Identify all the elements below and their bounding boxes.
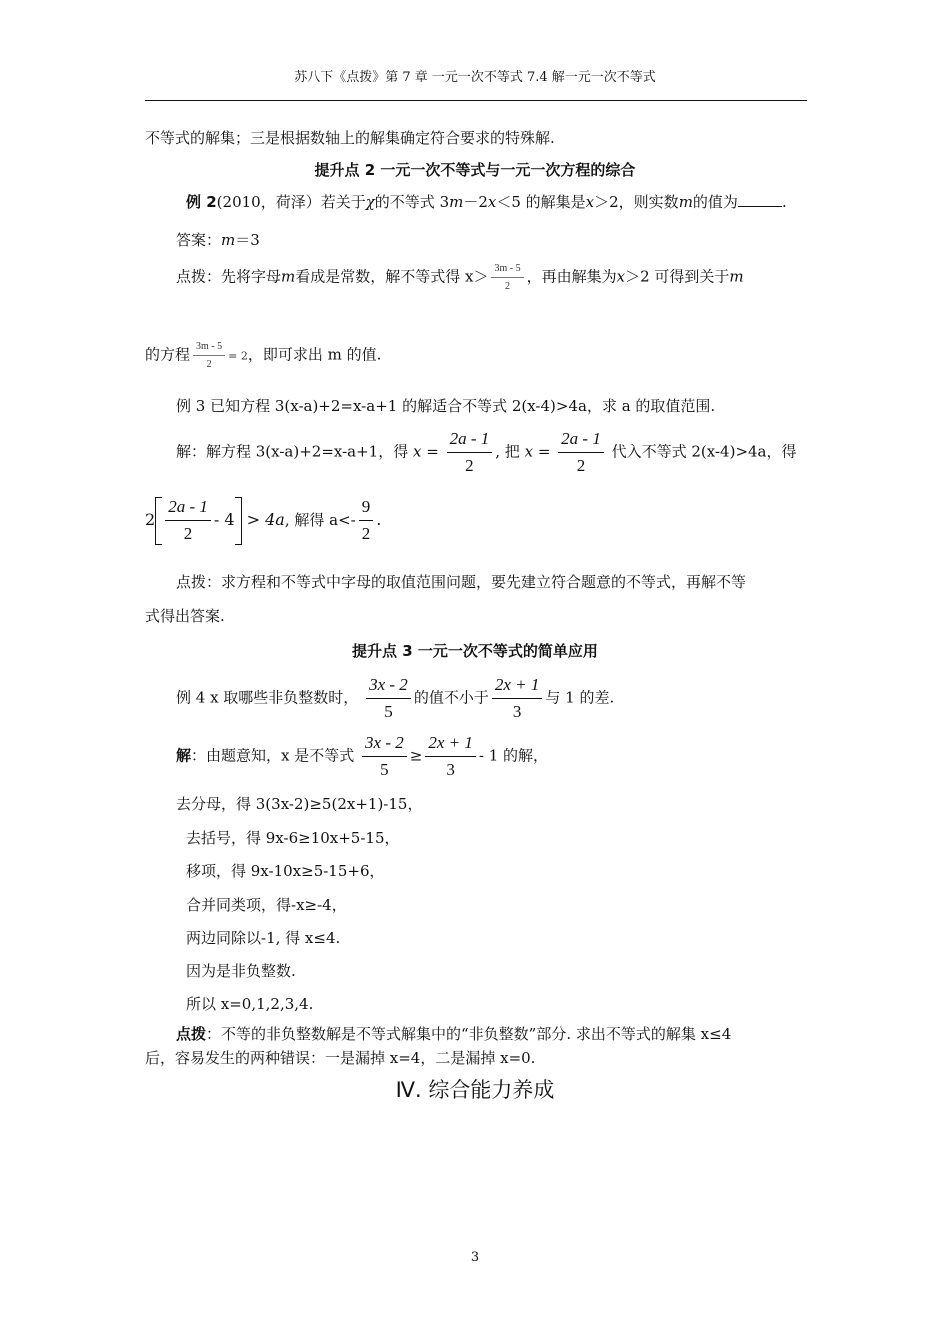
solution-var: x = bbox=[524, 442, 551, 461]
solution-step: 两边同除以-1, 得 x≤4. bbox=[186, 929, 341, 947]
example3-question: 例 3 已知方程 3(x-a)+2=x-a+1 的解适合不等式 2(x-4)>4a，求 a 的取值范围. bbox=[176, 397, 716, 415]
question-fraction bbox=[366, 674, 411, 723]
example4-hint-line2: 后，容易发生的两种错误：一是漏掉 x=4，二是漏掉 x=0. bbox=[145, 1049, 536, 1067]
hint-text: ，即可求出 m 的值. bbox=[247, 345, 382, 364]
fraction-numerator: 2a - 1 bbox=[165, 496, 211, 521]
example4-solution-line bbox=[176, 732, 548, 781]
question-text: 的值不小于 bbox=[413, 688, 489, 707]
fraction-numerator: 3x - 2 bbox=[362, 732, 407, 757]
solution-step: 所以 x=0,1,2,3,4. bbox=[186, 995, 314, 1013]
example2-text: ＜5 的解集是 bbox=[496, 193, 586, 211]
solution-text: ：由题意知，x 是不等式 bbox=[191, 746, 355, 765]
solution-fraction bbox=[362, 732, 407, 781]
example2-hint-line2 bbox=[145, 340, 381, 371]
solution-fraction bbox=[447, 428, 493, 477]
hint-text: ，再由解集为 bbox=[526, 267, 617, 286]
hint-text: 点拨：先将字母 bbox=[176, 267, 282, 286]
left-bracket bbox=[155, 497, 162, 545]
example3-hint-line2: 式得出答案. bbox=[145, 607, 225, 625]
example2-text: ＞2，则实数 bbox=[594, 193, 679, 211]
result-end: . bbox=[376, 510, 382, 529]
fraction-denominator: 2 bbox=[361, 524, 371, 543]
fraction-numerator: 3m - 5 bbox=[491, 262, 523, 278]
example2-var: x bbox=[585, 193, 595, 211]
point3-title: 提升点 3 一元一次不等式的简单应用 bbox=[352, 642, 598, 660]
example3-solution-line1 bbox=[176, 428, 797, 477]
example2-var: x bbox=[487, 193, 497, 211]
fraction-numerator: 2x + 1 bbox=[492, 674, 543, 699]
answer-blank bbox=[738, 192, 782, 207]
fraction-denominator: 3 bbox=[446, 760, 455, 779]
fraction-numerator: 2x + 1 bbox=[425, 732, 476, 757]
intro-line: 不等式的解集；三是根据数轴上的解集确定符合要求的特殊解. bbox=[145, 129, 555, 147]
fraction-numerator: 2a - 1 bbox=[447, 428, 493, 453]
solution-text: 解：解方程 3(x-a)+2=x-a+1，得 bbox=[176, 442, 409, 461]
inequality-tail: , 解得 a<- bbox=[284, 511, 356, 529]
solution-step: 合并同类项，得-x≥-4， bbox=[186, 896, 347, 914]
fraction-denominator: 2 bbox=[576, 456, 586, 475]
example2-text: (2010，荷泽）若关于 bbox=[216, 193, 366, 211]
hint-text: 的方程 bbox=[145, 345, 191, 364]
example2-end: . bbox=[781, 193, 787, 211]
question-text: 例 4 x 取哪些非负整数时， bbox=[176, 688, 359, 707]
fraction-denominator: 5 bbox=[384, 702, 393, 721]
page-number: 3 bbox=[470, 1250, 480, 1265]
inequality-rhs: > 4a bbox=[246, 510, 285, 529]
hint-equation-fraction bbox=[193, 340, 225, 371]
inequality-minus: - 4 bbox=[213, 510, 235, 529]
fraction-numerator: 3m - 5 bbox=[193, 340, 225, 356]
hint-var: m bbox=[729, 267, 744, 286]
solution-step: 去括号，得 9x-6≥10x+5-15， bbox=[186, 829, 400, 847]
solution-step: 去分母，得 3(3x-2)≥5(2x+1)-15， bbox=[176, 795, 423, 813]
question-text: 与 1 的差. bbox=[545, 688, 615, 707]
example4-question bbox=[176, 674, 614, 723]
solution-text: , 把 bbox=[495, 442, 520, 461]
fraction-denominator: 2 bbox=[465, 456, 474, 475]
geq-symbol: ≥ bbox=[409, 746, 423, 765]
inequality-fraction bbox=[165, 496, 211, 545]
example2-answer bbox=[176, 230, 260, 250]
example2-text: 的值为 bbox=[692, 193, 738, 211]
hint-text: 看成是常数，解不等式得 x＞ bbox=[295, 267, 489, 286]
point2-title: 提升点 2 一元一次不等式与一元一次方程的综合 bbox=[314, 161, 636, 179]
hint-var: x bbox=[616, 267, 626, 286]
hint-text: ＞2 可得到关于 bbox=[625, 267, 730, 286]
example2-var: χ bbox=[365, 193, 375, 211]
result-fraction bbox=[359, 496, 374, 545]
solution-step: 因为是非负整数. bbox=[186, 962, 296, 980]
example2-question bbox=[186, 192, 787, 212]
hint-var: m bbox=[281, 267, 296, 286]
answer-var: m bbox=[221, 231, 236, 249]
page-header: 苏八下《点拨》第 7 章 一元一次不等式 7.4 解一元一次不等式 bbox=[294, 70, 656, 85]
example4-hint-line1 bbox=[176, 1024, 731, 1044]
fraction-numerator: 3x - 2 bbox=[366, 674, 411, 699]
hint-label: 点拨 bbox=[176, 1025, 207, 1043]
solution-text: - 1 的解， bbox=[478, 746, 549, 765]
inequality-coefficient: 2 bbox=[145, 510, 156, 529]
example2-var: m bbox=[678, 193, 693, 211]
fraction-denominator: 2 bbox=[505, 281, 511, 292]
hint-fraction bbox=[491, 262, 523, 293]
solution-fraction bbox=[425, 732, 476, 781]
solution-fraction bbox=[558, 428, 604, 477]
example2-label: 例 2 bbox=[186, 193, 217, 211]
solution-label: 解 bbox=[176, 746, 192, 765]
answer-value: ＝3 bbox=[235, 231, 260, 249]
right-bracket bbox=[235, 497, 242, 545]
fraction-numerator: 9 bbox=[359, 496, 374, 521]
fraction-denominator: 2 bbox=[183, 524, 193, 543]
example2-text: －2 bbox=[463, 193, 488, 211]
solution-text: 代入不等式 2(x-4)>4a，得 bbox=[611, 442, 797, 461]
example2-text: 的不等式 3 bbox=[374, 193, 450, 211]
question-fraction bbox=[492, 674, 543, 723]
fraction-denominator: 5 bbox=[380, 760, 389, 779]
solution-step: 移项，得 9x-10x≥5-15+6， bbox=[186, 862, 385, 880]
header-rule bbox=[145, 100, 807, 101]
fraction-denominator: 2 bbox=[206, 359, 212, 370]
fraction-numerator: 2a - 1 bbox=[558, 428, 604, 453]
hint-equation-rhs: = 2 bbox=[228, 349, 248, 363]
fraction-denominator: 3 bbox=[512, 702, 522, 721]
example2-hint-line1 bbox=[176, 262, 744, 293]
example2-var: m bbox=[449, 193, 464, 211]
hint-text: ：不等的非负整数解是不等式解集中的“非负整数”部分. 求出不等式的解集 x≤4 bbox=[206, 1025, 732, 1043]
example3-inequality bbox=[145, 496, 381, 545]
solution-var: x = bbox=[413, 442, 439, 461]
section4-title: Ⅳ. 综合能力养成 bbox=[395, 1078, 555, 1102]
example3-hint-line1: 点拨：求方程和不等式中字母的取值范围问题，要先建立符合题意的不等式，再解不等 bbox=[176, 573, 747, 591]
answer-label: 答案： bbox=[176, 231, 222, 249]
